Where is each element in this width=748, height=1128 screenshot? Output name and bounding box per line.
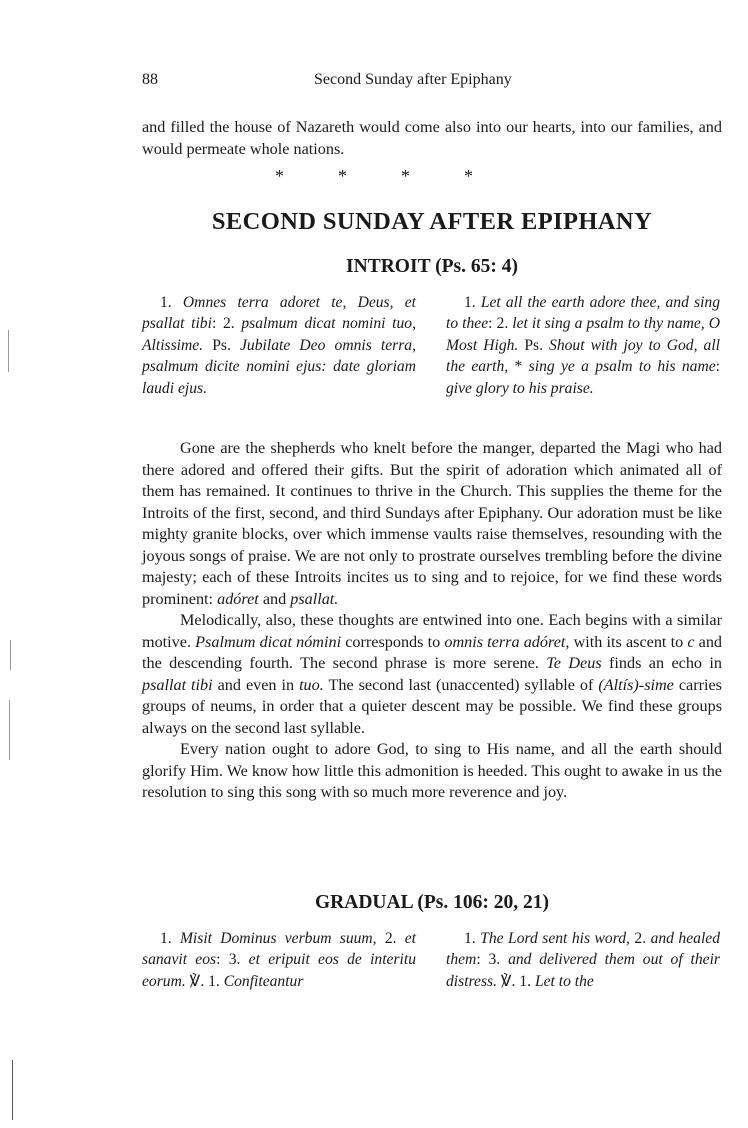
commentary-paragraph: Melodically, also, these thoughts are entwined into one. Each begins with a similar motive. Psalmum dicat nómini corresponds to omnis terra adóret, with its ascent to c and the descending fourth. The second phrase is more serene. Te Deus finds an echo in psallat tibi and even in tuo. The second last (unaccented) syllable of (Altís)-sime carries groups of neums, in order that a quieter descent may be possible. We find these groups always on the second last syllable. — [142, 611, 723, 737]
gradual-english — [446, 928, 720, 992]
gradual-english-text: 1. The Lord sent his word, 2. and healed them: 3. and delivered them out of their distress. ℣. 1. Let to the — [446, 930, 720, 990]
divider-star: * — [464, 166, 473, 186]
gradual-latin-text: 1. Misit Dominus verbum suum, 2. et sanavit eos: 3. et eripuit eos de interitu eorum. ℣. 1. Confiteantur — [142, 930, 417, 990]
commentary — [142, 438, 722, 804]
section-divider — [0, 166, 748, 187]
scan-edge-mark — [10, 640, 11, 670]
divider-star: * — [338, 166, 347, 186]
divider-star: * — [275, 166, 284, 186]
introit-heading — [142, 256, 722, 278]
scan-edge-mark — [8, 330, 9, 372]
opening-text: and filled the house of Nazareth would come also into our hearts, into our families, and would permeate whole nations. — [142, 118, 722, 158]
introit-latin — [142, 292, 416, 399]
page-number: 88 — [142, 71, 158, 88]
section-title: SECOND SUNDAY AFTER EPIPHANY — [211, 208, 653, 235]
introit-reference: (Ps. 65: 4) — [435, 256, 518, 277]
divider-star: * — [401, 166, 410, 186]
introit-label: INTROIT — [346, 256, 431, 277]
gradual-label: GRADUAL — [315, 892, 413, 913]
introit-english-text: 1. Let all the earth adore thee, and sing to thee: 2. let it sing a psalm to thy name, O Most High. Ps. Shout with joy to God, all the earth, * sing ye a psalm to his name: give glory to his praise. — [446, 294, 721, 397]
gradual-latin — [142, 928, 416, 992]
running-title: Second Sunday after Epiphany — [314, 71, 512, 88]
opening-paragraph — [142, 117, 722, 160]
scan-edge-mark — [12, 1060, 13, 1120]
commentary-paragraph: Every nation ought to adore God, to sing to His name, and all the earth should glorify Him. We know how little this admonition is heeded. This ought to awake in us the resolution to sing this song with so much more reverence and joy. — [142, 740, 722, 801]
gradual-reference: (Ps. 106: 20, 21) — [417, 892, 549, 913]
introit-english — [446, 292, 720, 399]
gradual-heading — [142, 892, 722, 914]
introit-latin-text: 1. Omnes terra adoret te, Deus, et psallat tibi: 2. psalmum dicat nomini tuo, Altissime. Ps. Jubilate Deo omnis terra, psalmum dicite nomini ejus: date gloriam laudi ejus. — [142, 294, 417, 397]
scan-edge-mark — [9, 700, 10, 760]
commentary-paragraph: Gone are the shepherds who knelt before the manger, departed the Magi who had there adored and offered their gifts. But the spirit of adoration which animated all of them has remained. It continues to thrive in the Church. This supplies the theme for the Introits of the first, second, and third Sundays after Epiphany. Our adoration must be like mighty granite blocks, over which immense vaults raise themselves, resounding with the joyous songs of praise. We are not only to prostrate ourselves trembling before the divine majesty; each of these Introits incites us to sing and to rejoice, for we find these words prominent: adóret and psallat. — [142, 439, 722, 608]
